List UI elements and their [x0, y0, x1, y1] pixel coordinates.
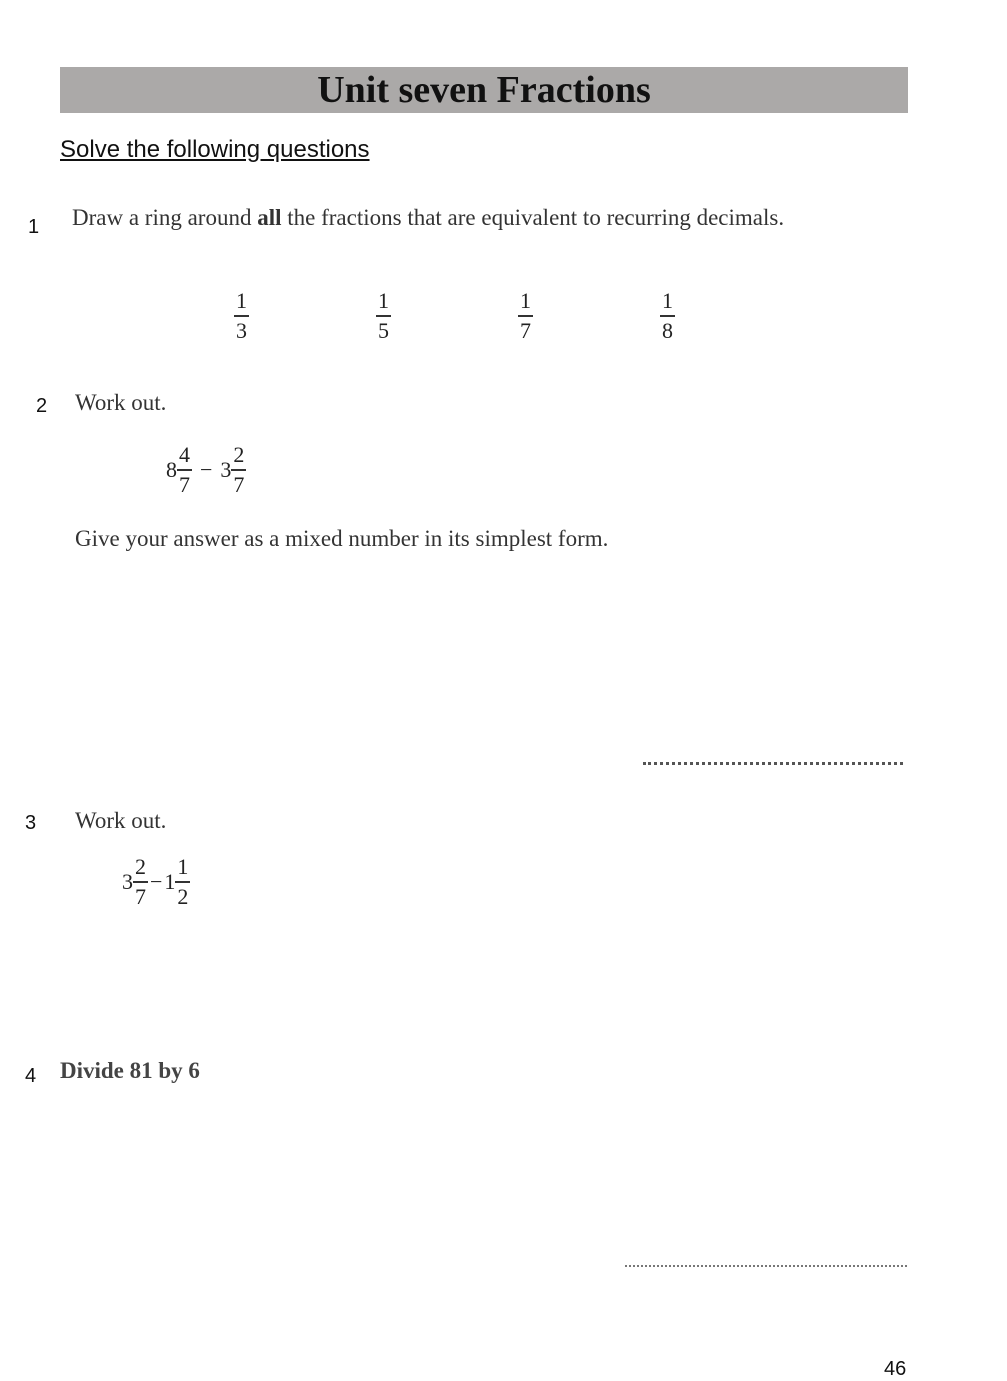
fraction-numerator: 1	[177, 854, 189, 879]
minus-sign: −	[150, 868, 163, 894]
mixed-number-fraction	[133, 856, 148, 908]
fraction-numerator: 2	[233, 442, 245, 467]
question-2-instruction: Give your answer as a mixed number in its simplest form.	[75, 526, 609, 551]
question-1-text-a: Draw a ring around	[72, 205, 258, 230]
fraction-option-one-seventh[interactable]	[518, 290, 533, 342]
fraction-numerator: 1	[662, 288, 673, 313]
fraction-option-one-eighth[interactable]	[660, 290, 675, 342]
fraction-denominator: 3	[236, 317, 247, 343]
fraction-option-one-third[interactable]	[234, 290, 249, 342]
mixed-number-whole: 1	[164, 868, 176, 894]
question-4-text: Divide 81 by 6	[60, 1058, 200, 1083]
title-bar	[60, 67, 908, 113]
question-1-text-bold: all	[257, 205, 282, 230]
fraction-denominator: 7	[520, 317, 531, 343]
fraction-numerator: 4	[179, 442, 190, 467]
fraction-denominator: 7	[179, 471, 190, 497]
mixed-number-whole: 8	[166, 456, 177, 482]
mixed-number-whole: 3	[122, 868, 133, 894]
fraction-numerator: 1	[520, 288, 531, 313]
page-number: 46	[884, 1358, 907, 1380]
question-1-text	[72, 205, 784, 231]
fraction-denominator: 7	[135, 883, 146, 909]
fraction-numerator: 1	[378, 288, 389, 313]
fraction-denominator: 2	[177, 883, 189, 909]
answer-line[interactable]	[625, 1265, 907, 1267]
fraction-denominator: 8	[662, 317, 673, 343]
question-2-number: 2	[36, 395, 48, 417]
question-3-number: 3	[25, 812, 37, 834]
question-3-expression	[122, 856, 190, 908]
question-3-text: Work out.	[75, 808, 167, 833]
question-1-text-b: the fractions that are equivalent to recurring decimals.	[281, 205, 785, 230]
fraction-numerator: 1	[236, 288, 247, 313]
question-1-number: 1	[28, 216, 40, 238]
mixed-number-fraction	[177, 444, 192, 496]
mixed-number-fraction	[175, 856, 190, 908]
mixed-number-whole: 3	[220, 456, 232, 482]
fraction-denominator: 7	[233, 471, 245, 497]
instructions-heading: Solve the following questions	[60, 136, 370, 163]
fraction-numerator: 2	[135, 854, 146, 879]
minus-sign: −	[200, 456, 213, 482]
question-4-number: 4	[25, 1065, 37, 1087]
question-2-expression	[166, 444, 246, 496]
fraction-option-one-fifth[interactable]	[376, 290, 391, 342]
fraction-denominator: 5	[378, 317, 389, 343]
mixed-number-fraction	[231, 444, 246, 496]
page-title: Unit seven Fractions	[317, 69, 651, 111]
answer-line[interactable]	[643, 762, 903, 765]
question-2-text: Work out.	[75, 390, 167, 415]
